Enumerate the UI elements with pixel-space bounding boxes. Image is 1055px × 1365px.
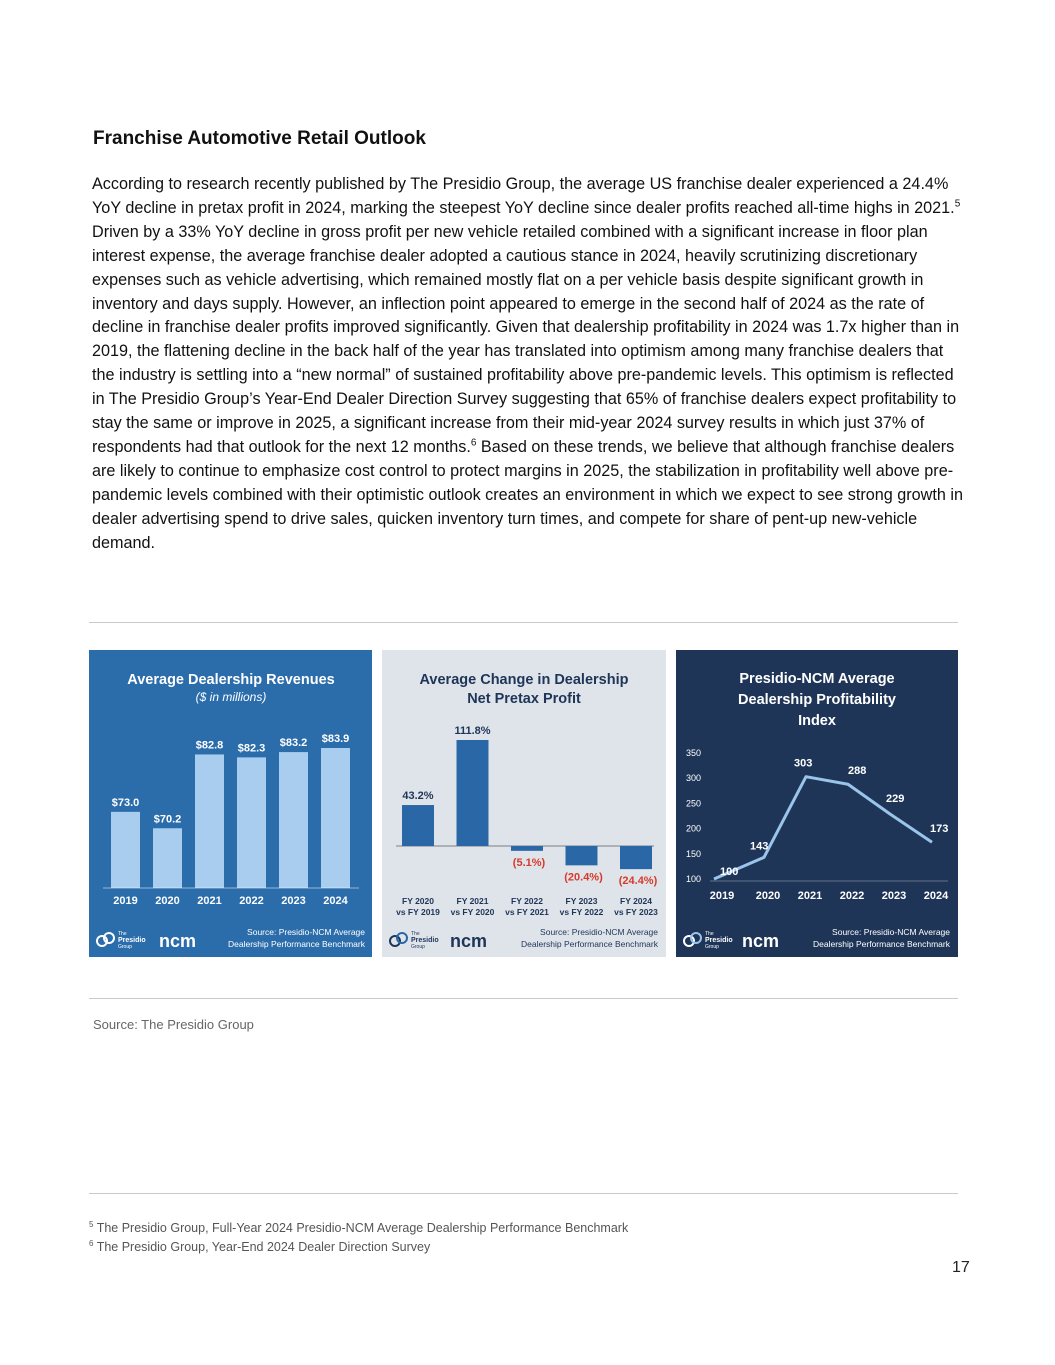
index-point-label: 229 — [886, 792, 905, 805]
pretax-x-tick-label-line-1: FY 2020 — [402, 896, 434, 906]
footnote-5 — [89, 1217, 628, 1236]
page-number: 17 — [952, 1259, 970, 1276]
revenues-x-tick-label: 2020 — [155, 895, 180, 907]
pretax-chart-title-line-1: Average Change in Dealership — [419, 672, 629, 688]
index-x-tick-label: 2019 — [709, 890, 735, 902]
index-chart-title-line-1: Presidio-NCM Average — [739, 671, 895, 687]
revenues-x-tick-label: 2023 — [281, 895, 306, 907]
revenues-value-label: $83.9 — [321, 733, 350, 745]
pretax-bar — [620, 846, 652, 869]
revenues-bar-2020 — [153, 828, 182, 888]
profitability-index-chart-panel — [676, 650, 958, 957]
revenues-chart-panel — [89, 650, 372, 957]
revenues-x-tick-label: 2021 — [197, 895, 222, 907]
footnote-6 — [89, 1236, 628, 1255]
pretax-x-tick-label-line-2: vs FY 2019 — [396, 907, 440, 917]
pretax-x-tick-label-line-1: FY 2021 — [456, 896, 489, 906]
pretax-source-line-2: Dealership Performance Benchmark — [520, 939, 658, 949]
index-chart-title-line-3: Index — [798, 713, 836, 729]
ncm-logo: ncm — [450, 931, 488, 951]
pretax-value-label: (20.4%) — [564, 871, 603, 884]
logo-presidio: Presidio — [705, 937, 733, 944]
footnote-number: 5 — [89, 1220, 94, 1229]
index-point-label: 143 — [750, 840, 769, 853]
pretax-value-label: (24.4%) — [618, 875, 658, 888]
revenues-value-label: $82.3 — [237, 742, 266, 755]
pretax-bar — [402, 805, 434, 846]
logo-the: The — [705, 931, 714, 937]
index-point-label: 173 — [930, 823, 949, 836]
footnote-number: 6 — [89, 1239, 94, 1249]
pretax-profit-chart — [382, 650, 666, 957]
pretax-x-tick-label-line-1: FY 2022 — [511, 896, 543, 906]
logo-presidio: Presidio — [411, 937, 439, 944]
index-x-tick-label: 2022 — [839, 890, 865, 902]
index-source-line-2: Dealership Performance Benchmark — [812, 939, 950, 949]
pretax-value-label: 111.8% — [454, 725, 491, 737]
pretax-value-label: (5.1%) — [512, 856, 546, 869]
index-source-line-1: Source: Presidio-NCM Average — [832, 927, 950, 937]
index-chart-title-line-2: Dealership Profitability — [738, 692, 896, 708]
figure-source-note: Source: The Presidio Group — [93, 1017, 254, 1032]
divider-footnotes — [89, 1193, 958, 1194]
pretax-bar — [511, 846, 543, 851]
paragraph-part-3: Based on these trends, we believe that although franchise dealers are likely to continue to emphasize cost control to protect margins in 2025, the stabilization in profitability well above pre-pandemic levels combined with their optimistic outlook creates an environment in which we expect to see strong growth in dealer advertising spend to drive sales, quicken inventory turn times, and compete for share of pent-up new-vehicle demand. — [92, 437, 963, 552]
pretax-x-tick-label-line-2: vs FY 2022 — [559, 907, 604, 917]
logo-group: Group — [118, 944, 132, 950]
pretax-x-tick-label-line-2: vs FY 2021 — [505, 907, 549, 917]
revenues-x-tick-label: 2022 — [239, 895, 264, 907]
pretax-bar — [457, 740, 489, 846]
revenues-bar-2022 — [237, 757, 266, 888]
body-paragraph — [92, 173, 967, 556]
footnote-ref-6[interactable]: 6 — [470, 437, 477, 449]
pretax-x-tick-label-line-1: FY 2023 — [565, 896, 598, 906]
revenues-value-label: $83.2 — [279, 737, 308, 750]
index-y-tick-label: 350 — [686, 748, 702, 758]
index-x-tick-label: 2020 — [755, 890, 781, 902]
index-x-tick-label: 2023 — [881, 890, 907, 902]
revenues-bar-2021 — [195, 754, 224, 888]
revenues-x-tick-label: 2024 — [323, 895, 348, 907]
index-x-tick-label: 2024 — [923, 890, 949, 902]
index-y-tick-label: 200 — [686, 823, 702, 834]
footnote-text: The Presidio Group, Full-Year 2024 Presidio-NCM Average Dealership Performance Benchmark — [96, 1221, 629, 1236]
profitability-index-chart — [676, 650, 958, 957]
ncm-logo: ncm — [742, 931, 780, 951]
revenues-chart — [89, 650, 372, 957]
index-point-label: 288 — [848, 765, 867, 778]
pretax-x-tick-label-line-2: vs FY 2023 — [614, 907, 658, 917]
footnotes — [89, 1217, 628, 1255]
pretax-x-tick-label-line-1: FY 2024 — [620, 896, 652, 906]
revenues-bar-2024 — [321, 748, 350, 888]
paragraph-part-2: Driven by a 33% YoY decline in gross profit per new vehicle retailed combined with a significant increase in floor plan interest expense, the average franchise dealer adopted a cautious stance in 2024, heavily scrutinizing discretionary expenses such as vehicle advertising, which remained mostly flat on a per vehicle basis despite significant growth in inventory and days supply. However, an inflection point appeared to emerge in the second half of 2024 as the rate of decline in franchise dealer profits improved significantly. Given that dealership profitability in 2024 was 1.7x higher than in 2019, the flattening decline in the back half of the year has translated into optimism among many franchise dealers that the industry is settling into a “new normal” of sustained profitability above pre-pandemic levels. This optimism is reflected in The Presidio Group’s Year-End Dealer Direction Survey suggesting that 65% of franchise dealers expect profitability to stay the same or improve in 2025, a significant increase from their mid-year 2024 survey results in which just 37% of respondents had that outlook for the next 12 months. — [92, 222, 960, 456]
revenues-value-label: $70.2 — [153, 813, 182, 826]
index-point-label: 100 — [720, 866, 739, 878]
revenues-value-label: $73.0 — [111, 796, 140, 809]
pretax-chart-title-line-2: Net Pretax Profit — [467, 691, 581, 707]
revenues-source-line-1: Source: Presidio-NCM Average — [247, 927, 365, 937]
pretax-profit-chart-panel — [382, 650, 666, 957]
revenues-chart-subtitle: ($ in millions) — [195, 690, 267, 704]
revenues-source-line-2: Dealership Performance Benchmark — [227, 939, 365, 949]
index-y-tick-label: 250 — [686, 798, 702, 809]
index-x-tick-label: 2021 — [797, 890, 823, 902]
index-y-tick-label: 100 — [686, 874, 702, 884]
ncm-logo: ncm — [159, 931, 197, 951]
paragraph-part-1: According to research recently published by The Presidio Group, the average US franchise dealer experienced a 24.4% YoY decline in pretax profit in 2024, marking the steepest YoY decline since dealer profits reached all-time highs in 2021. — [92, 175, 955, 217]
revenues-value-label: $82.8 — [195, 739, 224, 752]
revenues-x-tick-label: 2019 — [113, 895, 138, 907]
divider-middle — [89, 998, 958, 999]
logo-the: The — [118, 931, 127, 937]
footnote-text: The Presidio Group, Year-End 2024 Dealer Direction Survey — [96, 1240, 431, 1255]
index-y-tick-label: 300 — [686, 773, 702, 784]
pretax-source-line-1: Source: Presidio-NCM Average — [540, 927, 658, 937]
pretax-bar — [566, 846, 598, 865]
pretax-value-label: 43.2% — [402, 790, 434, 803]
logo-group: Group — [411, 944, 425, 950]
logo-presidio: Presidio — [118, 937, 146, 944]
section-heading: Franchise Automotive Retail Outlook — [93, 128, 426, 149]
logo-group: Group — [705, 944, 719, 950]
revenues-bar-2019 — [111, 812, 140, 888]
logo-the: The — [411, 931, 420, 937]
index-point-label: 303 — [794, 757, 813, 770]
revenues-bar-2023 — [279, 752, 308, 888]
revenues-chart-title: Average Dealership Revenues — [127, 672, 335, 688]
index-y-tick-label: 150 — [686, 848, 702, 859]
pretax-x-tick-label-line-2: vs FY 2020 — [450, 907, 495, 917]
divider-top — [89, 622, 958, 623]
footnote-ref-5[interactable]: 5 — [954, 198, 961, 210]
